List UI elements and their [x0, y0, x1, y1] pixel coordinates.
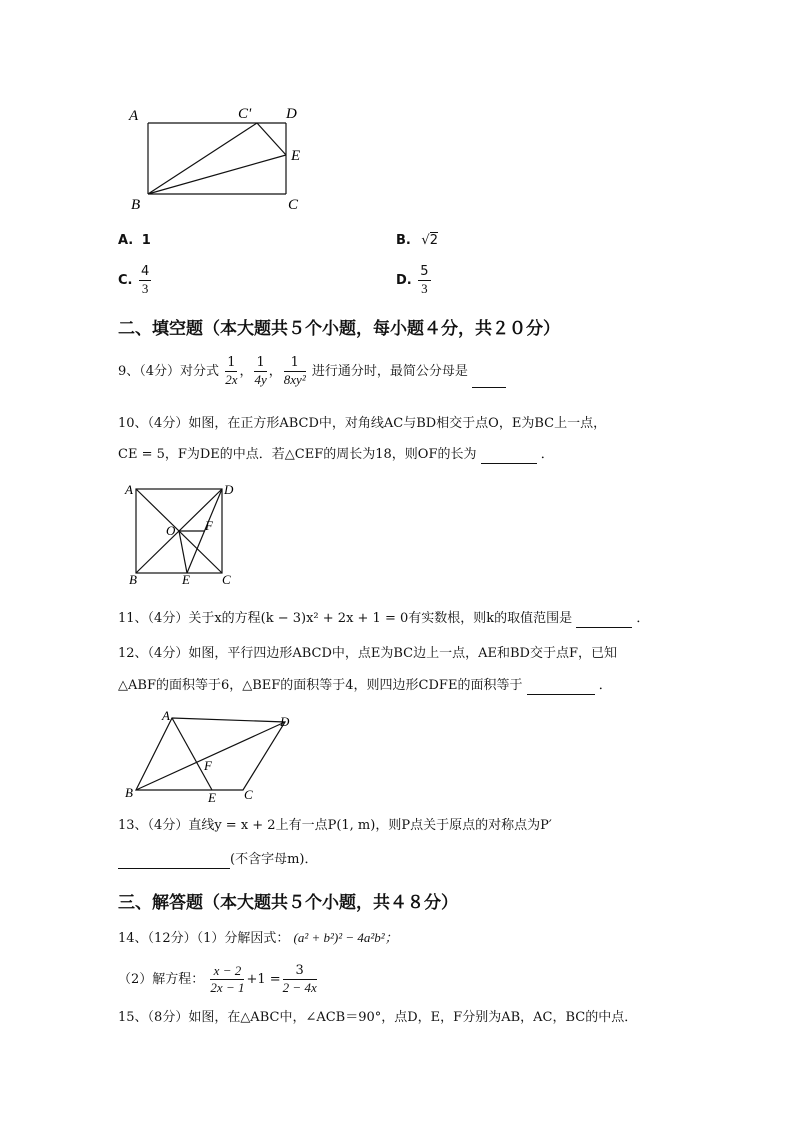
q9-separator: ， [239, 364, 253, 379]
frac-den: 3 [421, 281, 428, 296]
label-O: O [166, 523, 176, 538]
option-a-value: 1 [141, 233, 151, 248]
label-B: B [125, 785, 133, 800]
frac-num: 5 [420, 264, 429, 279]
frac-den: 3 [141, 281, 149, 296]
label-F: F [204, 758, 212, 773]
label-D: D [224, 482, 234, 497]
option-c [118, 264, 153, 297]
q14-prefix: 14、（12分）（1）分解因式： [118, 931, 290, 946]
label-B: B [131, 197, 141, 213]
q12-end: ． [598, 678, 612, 693]
answer-blank[interactable] [118, 854, 230, 869]
question-10-line-1: 10、（4分）如图，在正方形ABCD中，对角线AC与BD相交于点O，E为BC上一点， [118, 416, 607, 431]
q9-fraction-1 [225, 355, 237, 388]
option-c-fraction [139, 264, 151, 297]
question-15: 15、（8分）如图，在△ABC中，∠ACB＝90°，点D，E，F分别为AB，AC，BC的中点． [118, 1010, 638, 1025]
q14-expression: (a² + b²)² − 4a²b²； [293, 930, 398, 945]
q9-prefix: 9、（4分）对分式 [118, 364, 220, 379]
label-F: F [205, 518, 213, 533]
label-A: A [162, 708, 170, 723]
question-10-line-2 [118, 446, 554, 464]
question-13-line-1: 13、（4分）直线y = x + 2上有一点P(1, m)，则P点关于原点的对称点为P′ [118, 818, 552, 833]
q9-separator: ， [268, 364, 282, 379]
q14-fraction-2 [283, 963, 317, 996]
label-C: C [222, 572, 231, 587]
figure-q12 [120, 706, 300, 806]
frac-den: 8xy² [283, 372, 306, 387]
option-b-label: B. [396, 233, 411, 248]
option-d [396, 264, 433, 297]
q10-end: ． [540, 447, 554, 462]
option-b-value: 2 [429, 233, 438, 248]
figure-q10 [120, 478, 240, 588]
q9-suffix: 进行通分时，最简公分母是 [311, 364, 468, 379]
q14-part2-prefix: （2）解方程： [118, 972, 205, 987]
label-E: E [291, 148, 301, 164]
frac-den: 2x − 1 [210, 980, 245, 995]
figure-q8 [120, 100, 320, 220]
q14-fraction-1 [210, 963, 244, 996]
option-b [396, 233, 438, 248]
question-14-part-1 [118, 929, 398, 948]
label-E: E [182, 572, 190, 587]
frac-num: 4 [141, 264, 150, 279]
frac-num: 3 [283, 963, 317, 980]
label-D: D [286, 106, 297, 122]
label-E: E [208, 790, 216, 805]
question-13-line-2 [118, 851, 317, 869]
frac-num: 1 [256, 355, 265, 370]
frac-num: x − 2 [210, 963, 244, 980]
section-title-solve: 三、解答题（本大题共５个小题，共４８分） [118, 893, 458, 913]
frac-den: 4y [254, 372, 267, 387]
answer-blank[interactable] [576, 613, 632, 628]
frac-den: 2 − 4x [282, 980, 317, 995]
label-D: D [280, 714, 290, 729]
option-c-label: C. [118, 273, 133, 288]
q14-mid: +1 = [246, 972, 281, 987]
answer-blank[interactable] [472, 373, 506, 388]
q13-note: (不含字母m)． [230, 852, 318, 867]
q9-fraction-3 [284, 355, 306, 388]
q10-text: CE = 5，F为DE的中点．若△CEF的周长为18，则OF的长为 [118, 447, 477, 462]
q12-text: △ABF的面积等于6，△BEF的面积等于4，则四边形CDFE的面积等于 [118, 678, 523, 693]
label-C: C [244, 787, 253, 802]
frac-den: 2x [225, 372, 238, 387]
question-11 [118, 610, 649, 628]
label-A: A [129, 108, 139, 124]
label-A: A [125, 482, 133, 497]
label-C: C [288, 197, 299, 213]
answer-blank[interactable] [481, 449, 537, 464]
q9-fraction-2 [254, 355, 266, 388]
q11-text: 11、（4分）关于x的方程(k − 3)x² + 2x + 1 = 0有实数根，则k的取值范围是 [118, 611, 573, 626]
frac-num: 1 [284, 355, 306, 372]
label-C-prime: C' [238, 106, 252, 122]
q11-end: ． [636, 611, 650, 626]
option-a-label: A. [118, 233, 134, 248]
option-d-label: D. [396, 273, 412, 288]
question-9 [118, 355, 506, 388]
sqrt-symbol: √2 [421, 233, 438, 248]
question-12-line-1: 12、（4分）如图，平行四边形ABCD中，点E为BC边上一点，AE和BD交于点F，已知 [118, 646, 617, 661]
option-d-fraction [418, 264, 430, 297]
label-B: B [129, 572, 137, 587]
answer-blank[interactable] [527, 680, 595, 695]
question-14-part-2 [118, 963, 319, 996]
option-a [118, 233, 151, 248]
frac-num: 1 [227, 355, 236, 370]
section-title-fill-in: 二、填空题（本大题共５个小题，每小题４分，共２０分） [118, 319, 560, 339]
question-12-line-2 [118, 677, 612, 695]
